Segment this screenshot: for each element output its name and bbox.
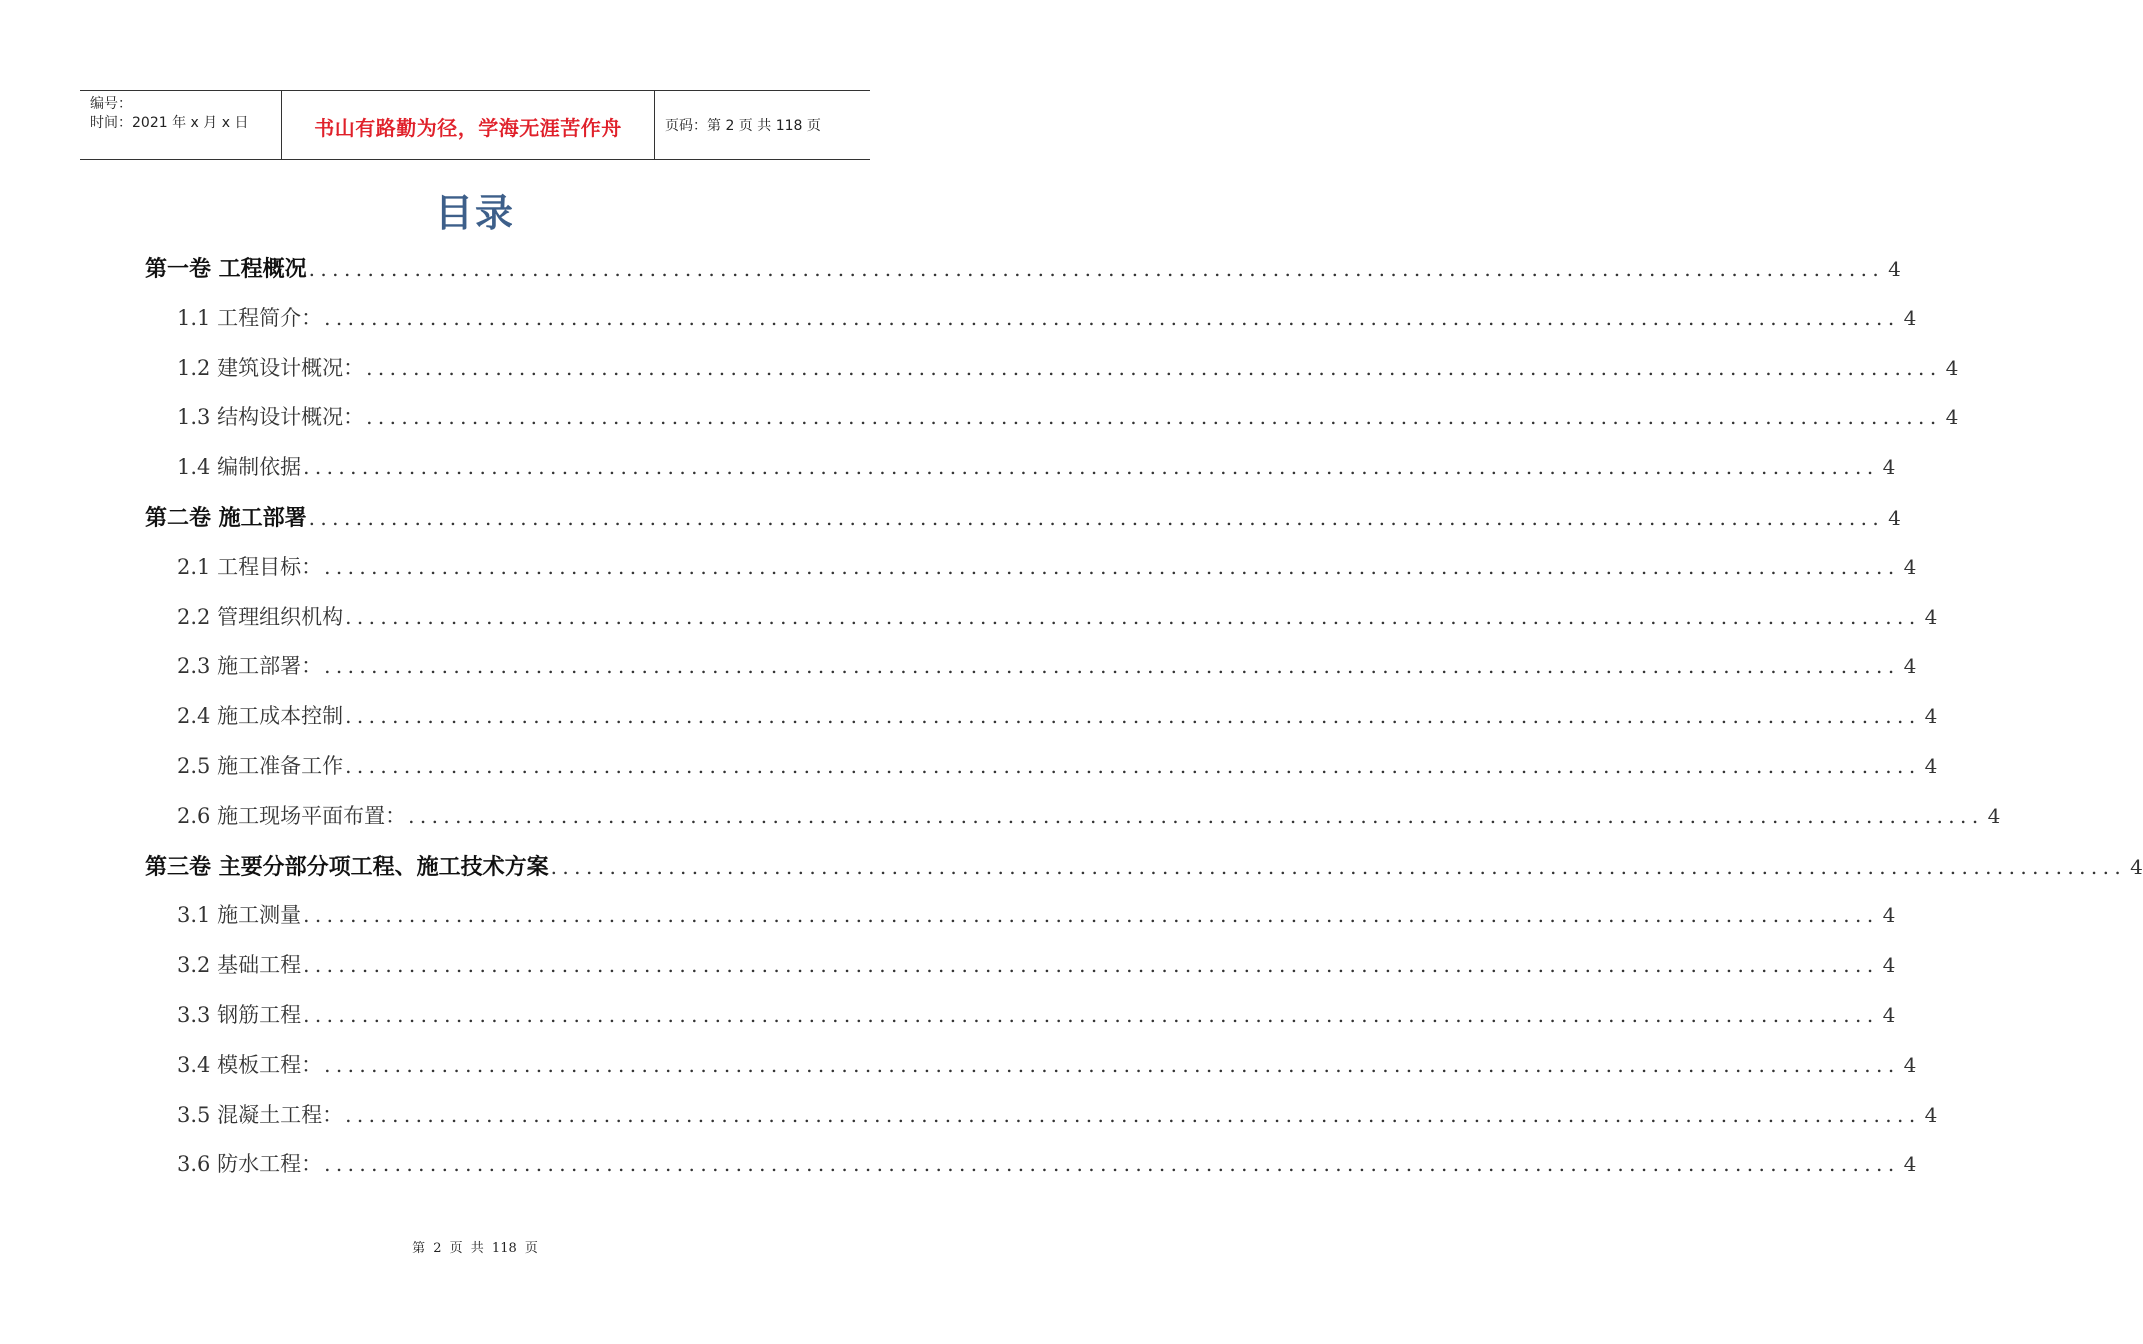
toc-entry-label: 1.1 工程简介： (177, 305, 323, 330)
toc-leader-dots: ...................................................................................................................................... (345, 604, 1921, 629)
toc-entry-label: 3.2 基础工程 (177, 953, 302, 978)
toc-entry-label: 3.4 模板工程： (177, 1052, 323, 1077)
toc-entry-section[interactable] (177, 949, 1896, 979)
toc-leader-dots: ...................................................................................................................................... (303, 903, 1879, 928)
document-number-label: 编号： (90, 96, 132, 112)
toc-row (0, 601, 1938, 631)
toc-entry-section[interactable] (177, 800, 2001, 830)
toc-entry-section[interactable] (177, 601, 1938, 631)
toc-row (0, 949, 1896, 979)
toc-row (0, 352, 1959, 382)
toc-row (0, 1099, 1938, 1129)
toc-entry-label: 第一卷 工程概况 (145, 257, 307, 282)
toc-entry-section[interactable] (177, 401, 1959, 431)
toc-entry-section[interactable] (177, 1148, 1917, 1178)
toc-entry-page-number: 4 (1888, 506, 1901, 530)
toc-row (0, 850, 2143, 880)
toc-row (0, 302, 1917, 332)
toc-leader-dots: ...................................................................................................................................... (303, 953, 1879, 978)
header-meta (80, 91, 282, 159)
toc-entry-label: 3.6 防水工程： (177, 1152, 323, 1177)
toc-entry-page-number: 4 (1924, 604, 1938, 629)
toc-leader-dots: ...................................................................................................................................... (324, 1052, 1900, 1077)
toc-entry-section[interactable] (177, 700, 1938, 730)
toc-entry-page-number: 4 (1903, 305, 1917, 330)
toc-entry-label: 1.4 编制依据 (177, 455, 302, 480)
toc-entry-page-number: 4 (1945, 355, 1959, 380)
toc-leader-dots: ...................................................................................................................................... (324, 305, 1900, 330)
toc-leader-dots: ...................................................................................................................................... (308, 257, 1885, 281)
toc-row (0, 800, 2001, 830)
toc-row (0, 750, 1938, 780)
toc-entry-section[interactable] (177, 750, 1938, 780)
toc-entry-section[interactable] (177, 302, 1917, 332)
toc-entry-label: 第三卷 主要分部分项工程、施工技术方案 (145, 854, 549, 880)
toc-entry-label: 3.5 混凝土工程： (177, 1102, 344, 1127)
toc-row (0, 1049, 1917, 1079)
toc-entry-page-number: 4 (1882, 903, 1896, 928)
toc-entry-page-number: 4 (1903, 654, 1917, 679)
toc-entry-label: 2.1 工程目标： (177, 554, 323, 579)
toc-entry-page-number: 4 (1924, 1102, 1938, 1127)
toc-row (0, 700, 1938, 730)
toc-entry-label: 2.4 施工成本控制 (177, 704, 344, 729)
toc-entry-section[interactable] (177, 999, 1896, 1029)
toc-entry-section[interactable] (177, 551, 1917, 581)
toc-entry-section[interactable] (177, 451, 1896, 481)
toc-entry-page-number: 4 (1888, 257, 1901, 281)
page-header (80, 90, 870, 160)
toc-entry-page-number: 4 (1903, 1152, 1917, 1177)
toc-leader-dots: ...................................................................................................................................... (345, 704, 1921, 729)
toc-entry-label: 1.2 建筑设计概况： (177, 355, 365, 380)
toc-entry-label: 3.3 钢筋工程 (177, 1003, 302, 1027)
toc-title: 目录 (434, 191, 515, 235)
toc-leader-dots: ...................................................................................................................................... (303, 1003, 1879, 1027)
toc-entry-label: 2.2 管理组织机构 (177, 604, 344, 629)
toc-leader-dots: ...................................................................................................................................... (345, 754, 1921, 778)
toc-entry-page-number: 4 (1924, 704, 1938, 729)
toc-leader-dots: ...................................................................................................................................... (366, 355, 1942, 380)
toc-leader-dots: ...................................................................................................................................... (345, 1102, 1921, 1127)
toc-entry-label: 1.3 结构设计概况： (177, 405, 365, 430)
toc-leader-dots: ...................................................................................................................................... (308, 506, 1885, 530)
toc-row (0, 999, 1896, 1029)
toc-leader-dots: ...................................................................................................................................... (324, 554, 1900, 579)
toc-leader-dots: ...................................................................................................................................... (324, 654, 1900, 679)
toc-row (0, 501, 1901, 531)
toc-entry-page-number: 4 (1945, 405, 1959, 430)
toc-entry-section[interactable] (177, 1099, 1938, 1129)
toc-leader-dots: ...................................................................................................................................... (303, 455, 1879, 480)
toc-row (0, 1148, 1917, 1178)
header-motto: 书山有路勤为径，学海无涯苦作舟 (282, 91, 655, 159)
toc-entry-section[interactable] (177, 899, 1896, 929)
toc-entry-section[interactable] (177, 352, 1959, 382)
toc-entry-page-number: 4 (1882, 455, 1896, 480)
toc-entry-label: 2.3 施工部署： (177, 654, 323, 679)
toc-leader-dots: ...................................................................................................................................... (324, 1152, 1900, 1177)
toc-row (0, 451, 1896, 481)
toc-entry-page-number: 4 (1882, 1003, 1896, 1027)
toc-entry-page-number: 4 (1882, 953, 1896, 978)
toc-row (0, 252, 1901, 282)
toc-leader-dots: ...................................................................................................................................... (366, 405, 1942, 430)
toc-entry-label: 2.5 施工准备工作 (177, 754, 344, 778)
toc-row (0, 650, 1917, 680)
toc-entry-volume[interactable] (145, 252, 1901, 283)
toc-leader-dots: ...................................................................................................................................... (550, 854, 2127, 879)
document-date-label: 时间：2021 年 x 月 x 日 (90, 115, 249, 131)
toc-leader-dots: ...................................................................................................................................... (408, 803, 1984, 828)
toc-row (0, 401, 1959, 431)
toc-row (0, 899, 1896, 929)
toc-entry-section[interactable] (177, 1049, 1917, 1079)
toc-entry-page-number: 4 (1924, 754, 1938, 778)
toc-row (0, 551, 1917, 581)
toc-entry-section[interactable] (177, 650, 1917, 680)
toc-entry-page-number: 4 (1903, 1052, 1917, 1077)
toc-entry-volume[interactable] (145, 850, 2143, 881)
header-page-info: 页码：第 2 页 共 118 页 (665, 118, 821, 134)
toc-entry-page-number: 4 (1987, 803, 2001, 828)
toc-entry-label: 2.6 施工现场平面布置： (177, 803, 407, 828)
page-footer: 第 2 页 共 118 页 (412, 1241, 538, 1256)
toc-entry-page-number: 4 (1903, 554, 1917, 579)
toc-entry-page-number: 4 (2130, 854, 2143, 879)
toc-entry-volume[interactable] (145, 501, 1901, 532)
toc-entry-label: 3.1 施工测量 (177, 903, 302, 928)
toc-entry-label: 第二卷 施工部署 (145, 506, 307, 531)
